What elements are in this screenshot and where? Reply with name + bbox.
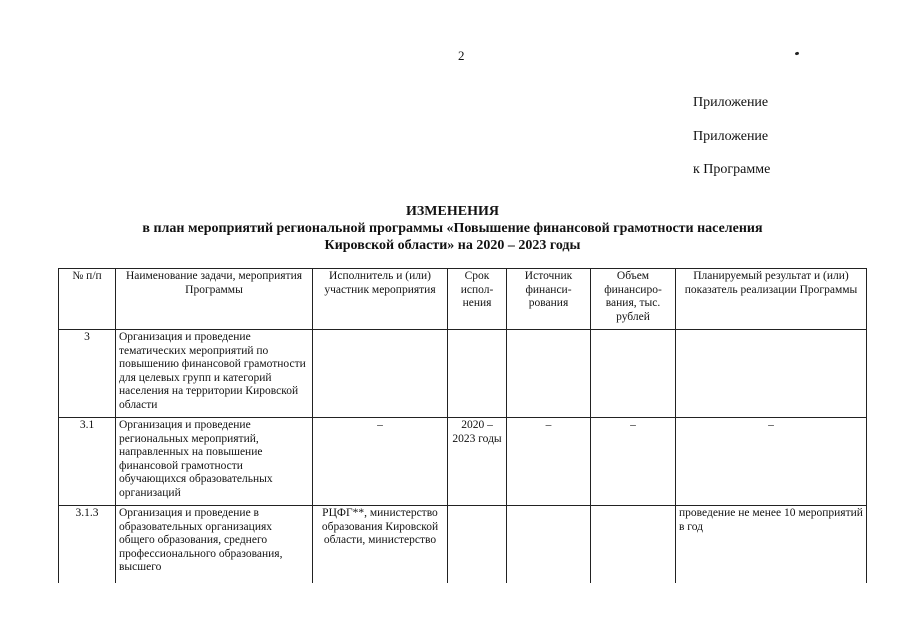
row-funding-volume: – (591, 418, 676, 506)
table-row (59, 506, 867, 584)
row-executor (313, 330, 448, 418)
row-executor: – (313, 418, 448, 506)
header-term: Срок испол-нения (448, 269, 507, 330)
table-row (59, 418, 867, 506)
row-term (448, 330, 507, 418)
appendix-label-2: Приложение (693, 129, 769, 144)
page-number: 2 (458, 48, 465, 63)
header-funding-volume: Объем финансиро-вания, тыс. рублей (591, 269, 676, 330)
row-planned-result: проведение не менее 10 мероприятий в год (676, 506, 867, 584)
header-planned-result: Планируемый результат и (или) показатель реализации Программы (676, 269, 867, 330)
row-funding-source: – (507, 418, 591, 506)
row-planned-result (676, 330, 867, 418)
row-number: 3 (59, 330, 116, 418)
row-planned-result: – (676, 418, 867, 506)
row-number: 3.1 (59, 418, 116, 506)
row-executor: РЦФГ**, министерство образования Кировской области, министерство (313, 506, 448, 584)
header-number: № п/п (59, 269, 116, 330)
row-funding-volume (591, 330, 676, 418)
appendix-program-label: к Программе (693, 162, 771, 177)
header-executor: Исполнитель и (или) участник мероприятия (313, 269, 448, 330)
document-title: ИЗМЕНЕНИЯ (406, 204, 499, 219)
appendix-label: Приложение (693, 95, 769, 110)
row-funding-source (507, 506, 591, 584)
row-term: 2020 – 2023 годы (448, 418, 507, 506)
row-task-name: Организация и проведение в образовательных организациях общего образования, среднего профессионального образования, высшего (116, 506, 313, 584)
table-row (59, 330, 867, 418)
row-number: 3.1.3 (59, 506, 116, 584)
document-subtitle-2: Кировской области» на 2020 – 2023 годы (324, 238, 581, 253)
document-subtitle: в план мероприятий региональной программы «Повышение финансовой грамотности населения (142, 221, 763, 236)
table-header-row (59, 269, 867, 330)
header-funding-source: Источник финанси-рования (507, 269, 591, 330)
header-task-name: Наименование задачи, мероприятия Программы (116, 269, 313, 330)
row-funding-volume (591, 506, 676, 584)
row-task-name: Организация и проведение региональных мероприятий, направленных на повышение финансовой грамотности обучающихся образовательных организаций (116, 418, 313, 506)
row-task-name: Организация и проведение тематических мероприятий по повышению финансовой грамотности для целевых групп и категорий населения на территории Кировской области (116, 330, 313, 418)
row-term (448, 506, 507, 584)
plan-table (58, 268, 867, 583)
row-funding-source (507, 330, 591, 418)
